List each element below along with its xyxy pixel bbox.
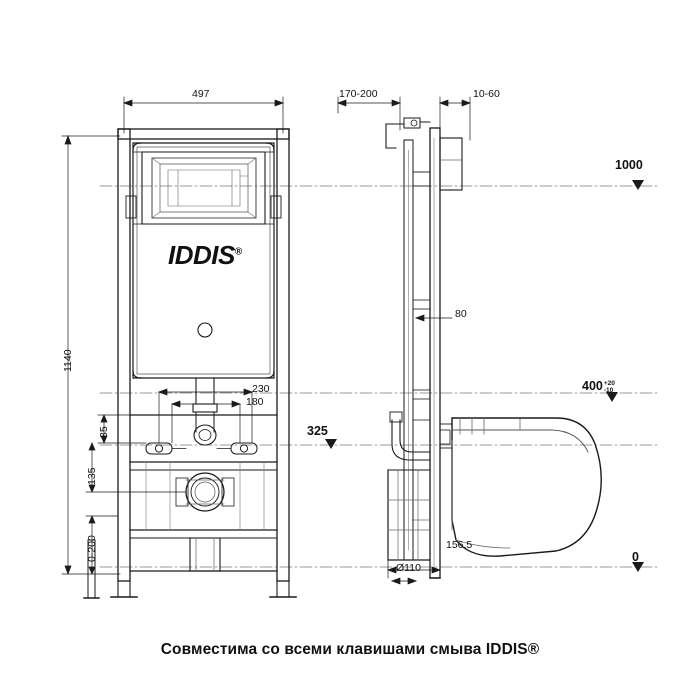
level-400-tolerance — [604, 380, 615, 394]
level-1000: 1000 — [615, 158, 643, 172]
level-325: 325 — [307, 424, 328, 438]
dim-offset-10-60: 10-60 — [473, 88, 500, 100]
dim-depth-80: 80 — [455, 308, 467, 320]
caption-text: Совместима со всеми клавишами смыва IDDIS® — [160, 641, 540, 658]
dim-pipe-diameter: Ø110 — [396, 562, 421, 574]
brand-trademark: ® — [234, 246, 242, 258]
brand-name: IDDIS — [168, 240, 235, 270]
dim-bolt-230: 230 — [252, 383, 270, 395]
dim-bolt-180: 180 — [246, 396, 264, 408]
dim-height-0-200: 0-200 — [86, 535, 98, 562]
dim-height-135: 135 — [86, 467, 98, 485]
level-400-value: 400 — [582, 379, 603, 393]
level-0: 0 — [632, 550, 639, 564]
dim-width-497: 497 — [192, 88, 210, 100]
level-400 — [582, 379, 615, 394]
tolerance-minus: -10 — [603, 386, 614, 394]
dim-height-1140: 1140 — [62, 349, 74, 372]
dim-depth-156-5: 156,5 — [446, 539, 473, 551]
tolerance-plus: +20 — [603, 379, 615, 387]
brand-wordmark — [168, 240, 242, 271]
dim-offset-170-200: 170-200 — [339, 88, 378, 100]
dim-height-35: 35 — [98, 426, 110, 438]
